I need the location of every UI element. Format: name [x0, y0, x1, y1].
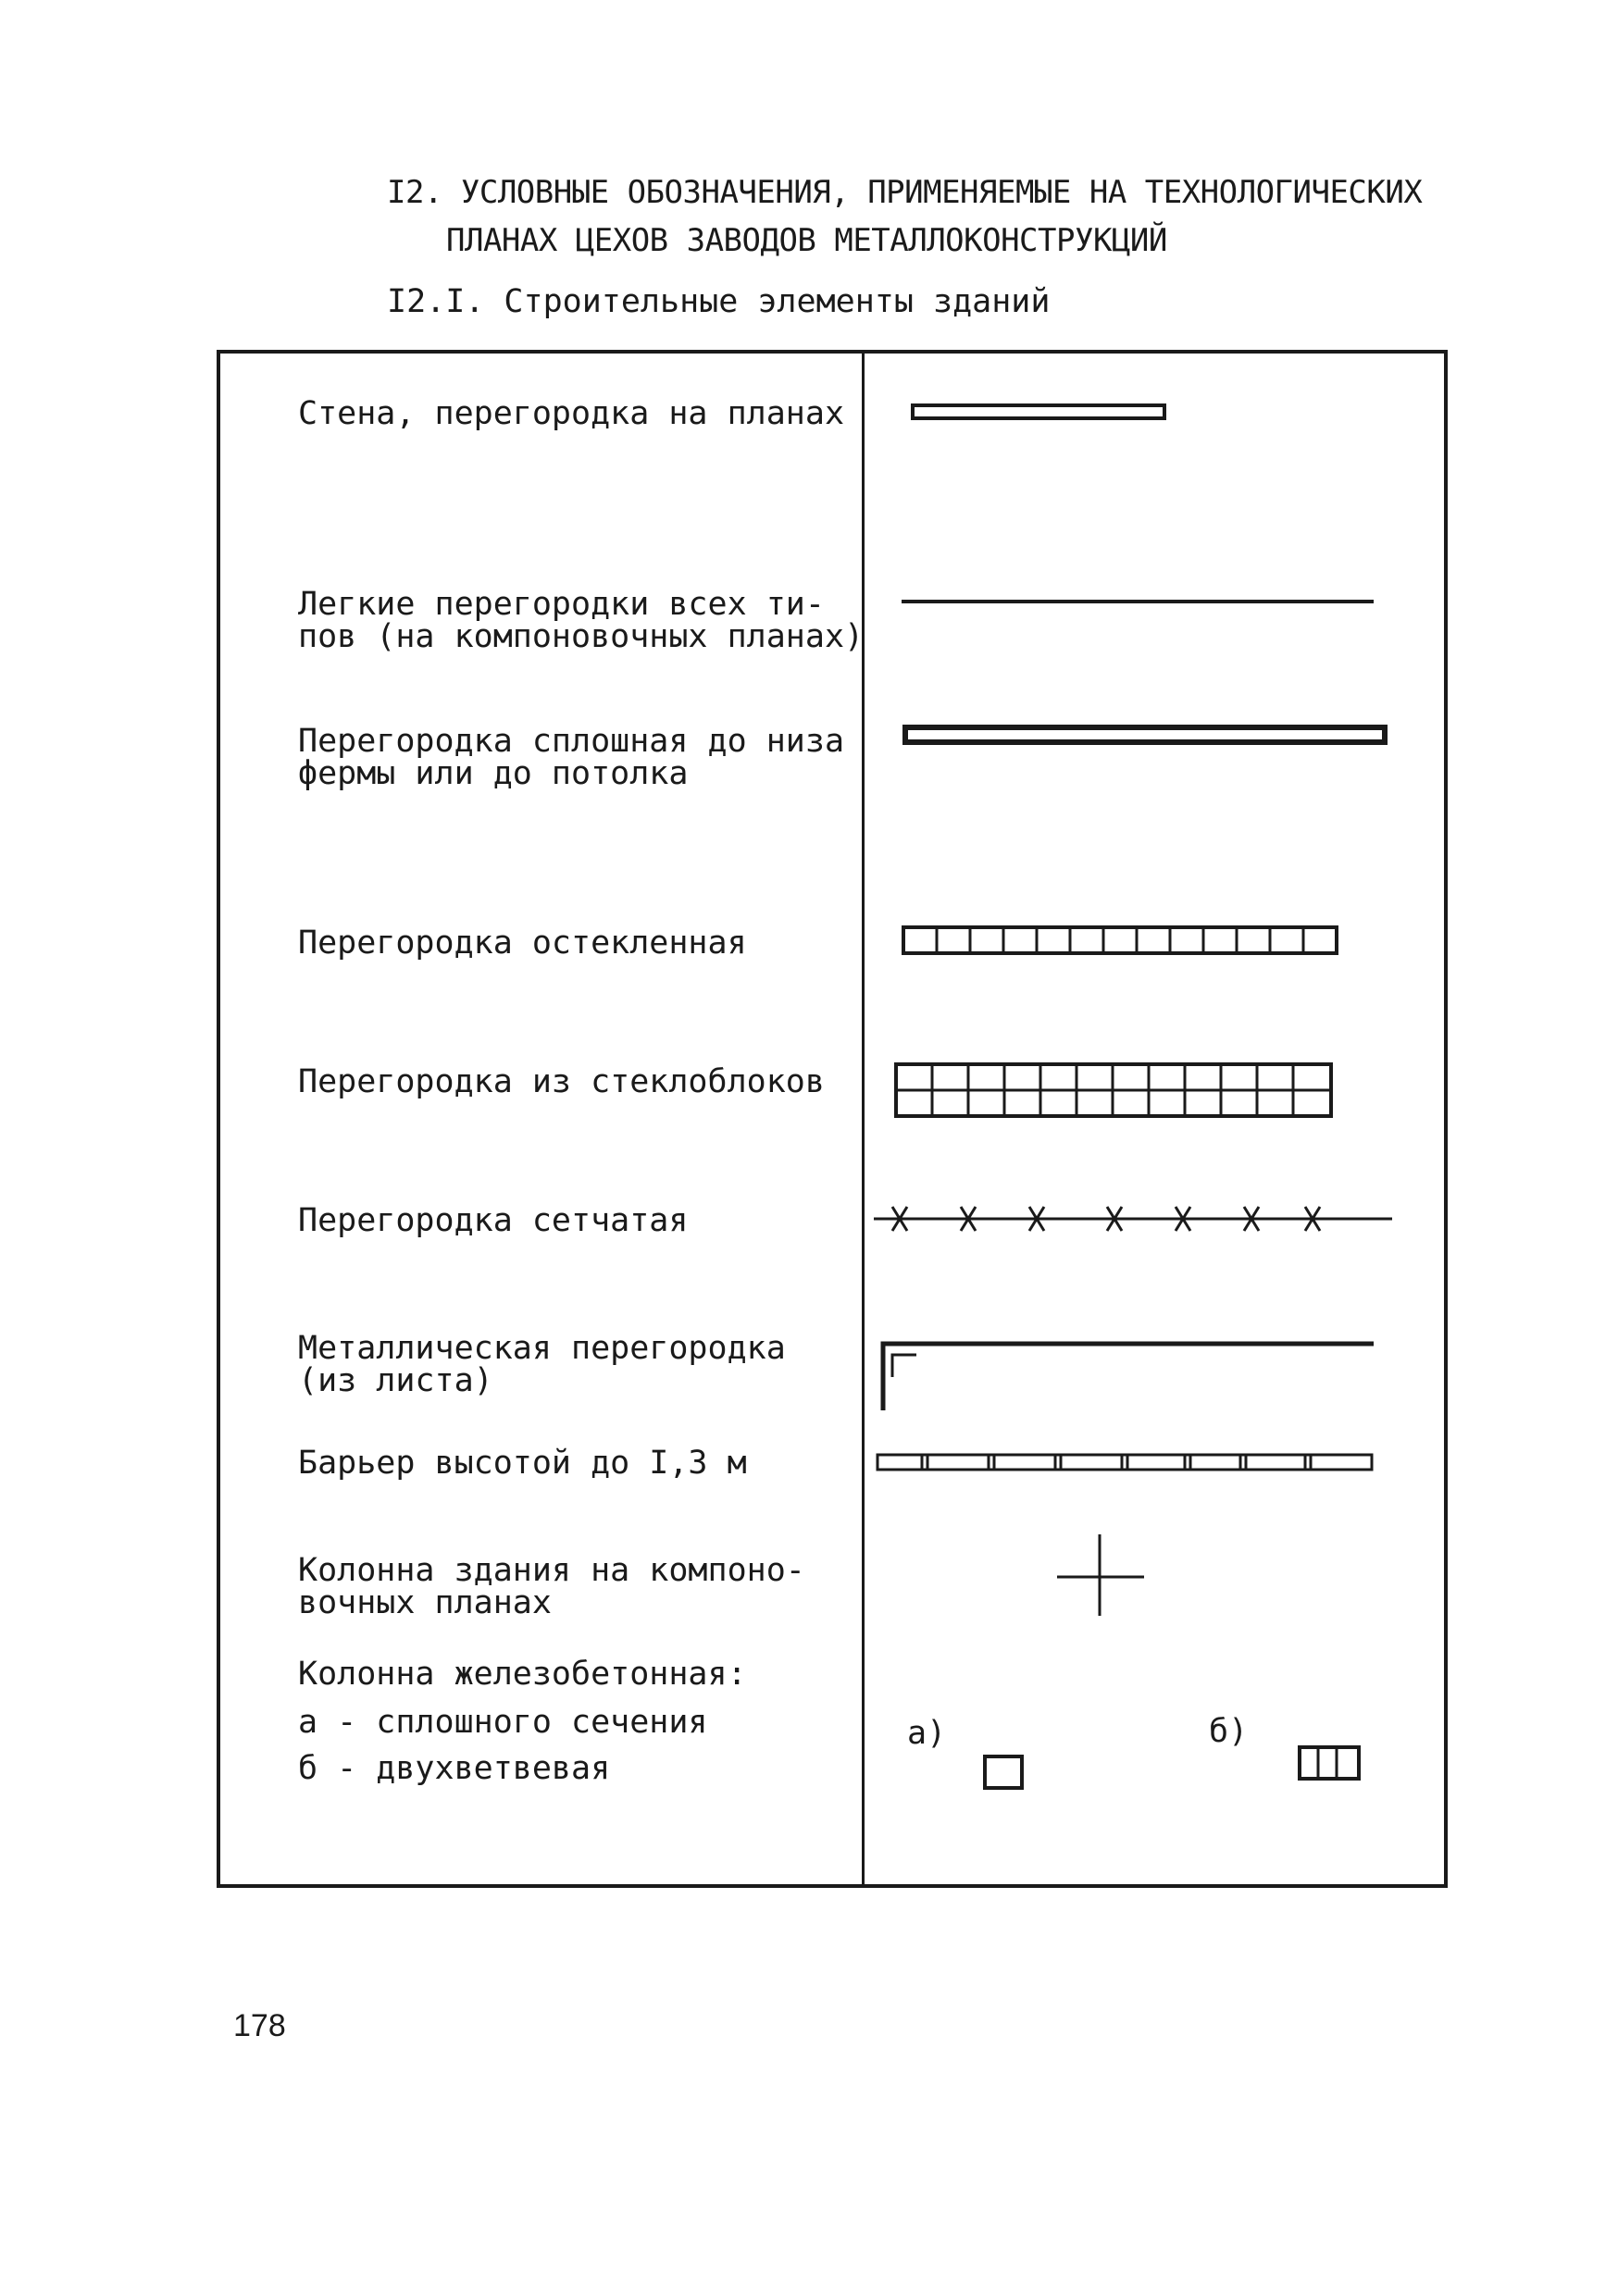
- solid-column-symbol: [979, 1751, 1035, 1797]
- glass-block-symbol: [865, 1059, 1420, 1123]
- rc-column-mark-a: а): [907, 1715, 947, 1752]
- light-partition-symbol: [865, 592, 1420, 611]
- row-label-barrier: Барьер высотой до I,3 м: [298, 1445, 747, 1482]
- building-column-symbol: [865, 1529, 1420, 1621]
- page-number: 178: [233, 2008, 286, 2043]
- row-label-solid-partition: Перегородка сплошная до низа фермы или до потолка: [298, 723, 845, 792]
- row-label-glass-block: Перегородка из стеклоблоков: [298, 1063, 825, 1100]
- row-label-glazed-partition: Перегородка остекленная: [298, 925, 747, 962]
- symbols-table: [217, 350, 1448, 1888]
- row-label-light-partition: Легкие перегородки всех ти- пов (на компоновочных планах): [298, 586, 865, 655]
- glazed-partition-symbol: [865, 922, 1420, 959]
- row-label-rc-column: Колонна железобетонная:: [298, 1656, 747, 1693]
- barrier-symbol: [865, 1449, 1420, 1477]
- row-label-building-column: Колонна здания на компоно- вочных планах: [298, 1552, 805, 1621]
- rc-column-item-b: б - двухветвевая: [298, 1750, 611, 1787]
- row-label-wall: Стена, перегородка на планах: [298, 395, 845, 432]
- row-label-metal-partition: Металлическая перегородка (из листа): [298, 1330, 786, 1399]
- metal-partition-symbol: [865, 1334, 1420, 1418]
- heading-line-1: I2. УСЛОВНЫЕ ОБОЗНАЧЕНИЯ, ПРИМЕНЯЕМЫЕ НА ТЕХНОЛОГИЧЕСКИХ: [387, 174, 1423, 211]
- subheading: I2.I. Строительные элементы зданий: [387, 283, 1051, 320]
- section-heading: [387, 168, 1422, 265]
- mesh-partition-symbol: [865, 1196, 1420, 1242]
- two-branch-column-symbol: [1294, 1742, 1368, 1788]
- row-label-mesh-partition: Перегородка сетчатая: [298, 1202, 689, 1239]
- rc-column-mark-b: б): [1209, 1713, 1249, 1750]
- wall-symbol: [865, 400, 1420, 428]
- heading-line-2: ПЛАНАХ ЦЕХОВ ЗАВОДОВ МЕТАЛЛОКОНСТРУКЦИЙ: [446, 222, 1167, 259]
- rc-column-item-a: а - сплошного сечения: [298, 1704, 708, 1741]
- solid-partition-symbol: [865, 722, 1420, 750]
